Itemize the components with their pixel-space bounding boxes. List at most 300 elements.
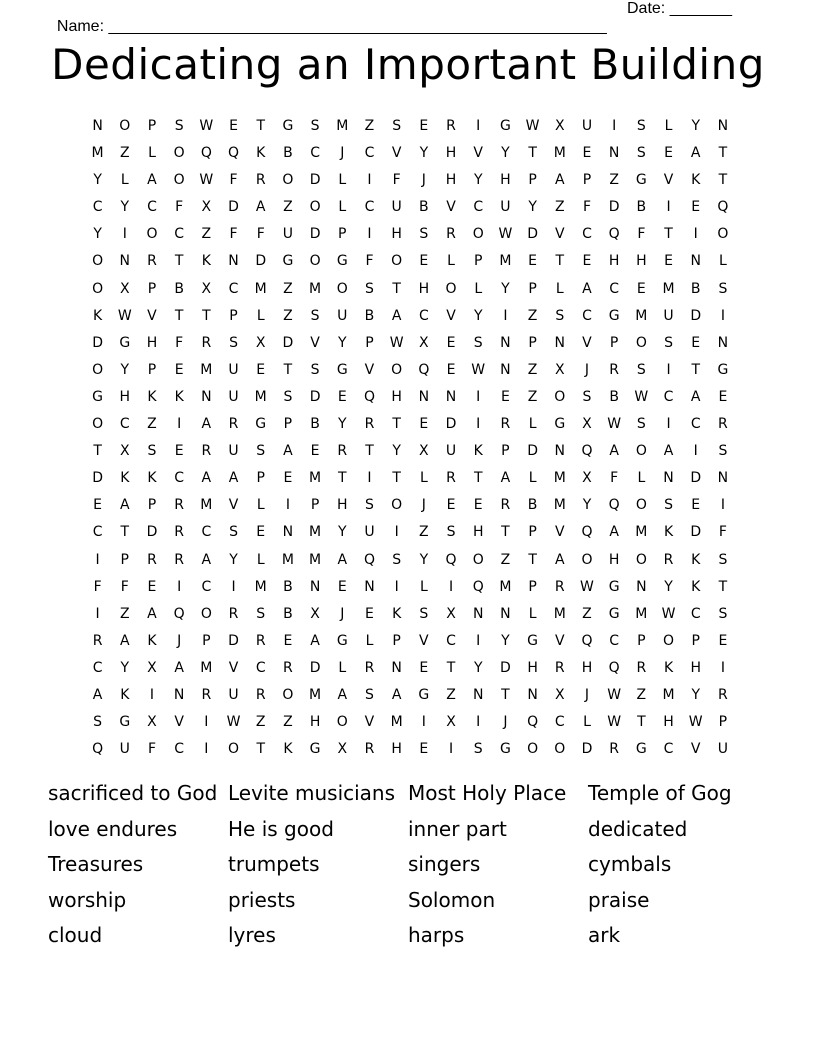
grid-letter: D	[228, 199, 239, 216]
grid-letter: C	[609, 632, 620, 649]
grid-letter: O	[282, 172, 294, 189]
grid-letter: T	[501, 524, 510, 541]
grid-letter: R	[201, 686, 212, 703]
grid-letter: P	[120, 551, 129, 568]
grid-letter: Y	[473, 172, 483, 189]
grid-letter: E	[174, 443, 184, 460]
grid-letter: E	[283, 632, 293, 649]
grid-letter: C	[201, 578, 212, 595]
grid-letter: R	[255, 632, 266, 649]
grid-letter: O	[663, 632, 675, 649]
grid-letter: O	[173, 145, 185, 162]
grid-letter: S	[256, 443, 266, 460]
grid-letter: N	[445, 388, 457, 405]
grid-letter: J	[584, 686, 590, 703]
grid-letter: I	[204, 714, 209, 731]
grid-letter: O	[173, 172, 185, 189]
grid-letter: B	[283, 578, 293, 595]
grid-letter: R	[337, 443, 348, 460]
grid-letter: L	[256, 497, 265, 514]
grid-letter: X	[147, 714, 157, 731]
grid-letter: B	[364, 307, 375, 324]
grid-letter: A	[690, 388, 701, 405]
grid-letter: F	[582, 199, 591, 216]
grid-letter: E	[419, 118, 429, 134]
grid-letter: P	[310, 497, 320, 514]
grid-letter: S	[664, 497, 673, 514]
grid-letter: V	[391, 145, 402, 162]
grid-letter: R	[255, 686, 266, 703]
grid-letter: E	[528, 253, 538, 270]
grid-letter: Q	[363, 551, 375, 568]
grid-letter: S	[636, 118, 646, 134]
grid-letter: G	[635, 741, 647, 758]
grid-letter: U	[228, 686, 239, 703]
word-list-item: priests	[228, 887, 296, 912]
grid-letter: A	[255, 199, 266, 216]
grid-letter: X	[554, 361, 565, 378]
grid-letter: M	[200, 659, 213, 676]
grid-letter: Q	[363, 388, 375, 405]
grid-letter: Y	[338, 334, 347, 351]
grid-letter: I	[503, 307, 508, 324]
grid-letter: E	[229, 118, 238, 134]
grid-letter: S	[582, 388, 592, 405]
grid-letter: F	[610, 470, 619, 487]
grid-letter: X	[446, 714, 456, 731]
grid-letter: T	[718, 172, 728, 189]
grid-letter: G	[336, 361, 348, 378]
grid-letter: O	[554, 388, 566, 405]
grid-letter: M	[309, 524, 322, 541]
grid-letter: K	[691, 551, 701, 568]
grid-letter: G	[418, 686, 430, 703]
grid-letter: P	[473, 253, 483, 270]
grid-letter: S	[718, 280, 728, 297]
word-list-item: cloud	[48, 923, 103, 948]
grid-letter: M	[200, 361, 213, 378]
grid-letter: M	[91, 145, 104, 162]
grid-letter: R	[636, 659, 647, 676]
grid-letter: A	[119, 497, 130, 514]
grid-letter: Q	[581, 524, 593, 541]
grid-letter: R	[500, 416, 511, 433]
grid-letter: X	[201, 280, 212, 297]
grid-letter: G	[608, 307, 620, 324]
grid-letter: W	[688, 714, 703, 731]
grid-letter: H	[337, 497, 348, 514]
grid-letter: N	[228, 253, 239, 270]
grid-letter: E	[365, 605, 374, 622]
grid-letter: X	[147, 659, 157, 676]
grid-letter: I	[149, 686, 155, 703]
grid-letter: W	[226, 714, 241, 731]
grid-letter: X	[119, 280, 130, 297]
grid-letter: T	[93, 443, 102, 460]
grid-letter: B	[174, 280, 184, 297]
grid-letter: R	[554, 659, 565, 676]
grid-letter: P	[147, 118, 157, 134]
grid-letter: Y	[419, 551, 429, 568]
grid-letter: F	[365, 253, 374, 270]
grid-letter: S	[310, 118, 320, 134]
grid-letter: K	[473, 443, 483, 460]
grid-letter: P	[501, 443, 510, 460]
grid-letter: I	[204, 741, 209, 758]
grid-letter: R	[147, 253, 157, 270]
grid-letter: B	[283, 605, 293, 622]
grid-letter: E	[310, 443, 320, 460]
grid-letter: T	[528, 551, 537, 568]
grid-letter: N	[608, 145, 620, 162]
grid-letter: D	[690, 470, 702, 487]
grid-letter: E	[93, 497, 103, 514]
grid-letter: E	[446, 497, 456, 514]
grid-letter: Z	[201, 226, 212, 243]
grid-letter: R	[364, 416, 375, 433]
grid-letter: C	[174, 741, 185, 758]
grid-letter: I	[476, 632, 481, 649]
grid-letter: M	[635, 524, 648, 541]
grid-letter: L	[474, 280, 483, 297]
grid-letter: W	[634, 388, 649, 405]
grid-letter: I	[177, 416, 182, 433]
grid-letter: M	[254, 280, 267, 297]
grid-letter: W	[607, 714, 622, 731]
grid-letter: P	[147, 280, 157, 297]
grid-letter: V	[582, 334, 592, 351]
grid-letter: N	[201, 388, 212, 405]
grid-letter: B	[527, 497, 538, 514]
grid-letter: Y	[501, 632, 510, 649]
grid-letter: E	[691, 334, 701, 351]
grid-letter: S	[392, 551, 402, 568]
grid-letter: Q	[581, 632, 593, 649]
grid-letter: P	[609, 334, 619, 351]
grid-letter: O	[200, 605, 212, 622]
grid-letter: T	[338, 470, 347, 487]
grid-letter: P	[202, 632, 211, 649]
grid-letter: D	[282, 334, 294, 351]
grid-letter: R	[446, 226, 456, 243]
grid-letter: D	[527, 443, 538, 460]
grid-letter: Z	[527, 307, 538, 324]
grid-letter: N	[282, 524, 294, 541]
grid-letter: R	[609, 361, 620, 378]
grid-letter: A	[582, 280, 592, 297]
grid-letter: F	[147, 741, 156, 758]
grid-letter: W	[607, 416, 622, 433]
grid-letter: L	[583, 714, 591, 731]
grid-letter: S	[365, 280, 374, 297]
grid-letter: Q	[608, 497, 620, 514]
grid-letter: M	[635, 605, 648, 622]
grid-letter: N	[717, 334, 729, 351]
grid-letter: Q	[527, 714, 539, 731]
grid-letter: W	[607, 686, 622, 703]
grid-letter: L	[419, 470, 428, 487]
grid-letter: U	[500, 199, 511, 216]
grid-letter: G	[336, 632, 348, 649]
grid-letter: H	[391, 226, 402, 243]
grid-letter: I	[367, 470, 372, 487]
grid-letter: O	[146, 226, 158, 243]
grid-letter: I	[693, 226, 698, 243]
grid-letter: Z	[636, 686, 647, 703]
grid-letter: S	[365, 497, 374, 514]
grid-letter: N	[500, 361, 511, 378]
grid-letter: M	[553, 605, 566, 622]
grid-letter: X	[201, 199, 212, 216]
grid-letter: Y	[120, 659, 130, 676]
grid-letter: I	[476, 714, 481, 731]
word-list-item: lyres	[228, 923, 276, 948]
grid-letter: A	[92, 686, 103, 703]
word-list-item: Most Holy Place	[408, 781, 567, 805]
grid-letter: A	[174, 659, 184, 676]
grid-letter: Y	[419, 145, 429, 162]
grid-letter: A	[337, 551, 348, 568]
grid-letter: Q	[608, 659, 620, 676]
grid-letter: G	[608, 578, 620, 595]
grid-letter: T	[473, 470, 483, 487]
grid-letter: X	[446, 605, 456, 622]
grid-letter: L	[447, 253, 455, 270]
grid-letter: N	[527, 686, 538, 703]
grid-letter: W	[498, 226, 513, 243]
grid-letter: G	[309, 741, 321, 758]
grid-letter: E	[337, 578, 347, 595]
grid-letter: S	[229, 524, 238, 541]
grid-letter: P	[229, 307, 238, 324]
grid-letter: R	[255, 172, 266, 189]
grid-letter: Z	[364, 118, 375, 134]
grid-letter: M	[553, 497, 566, 514]
grid-letter: R	[174, 524, 185, 541]
grid-letter: E	[283, 470, 293, 487]
grid-letter: E	[174, 361, 184, 378]
grid-letter: H	[663, 714, 674, 731]
grid-letter: L	[338, 659, 347, 676]
grid-letter: C	[663, 388, 674, 405]
grid-letter: Z	[527, 388, 538, 405]
grid-letter: U	[445, 443, 457, 460]
grid-letter: R	[201, 334, 212, 351]
grid-letter: Y	[229, 551, 238, 568]
grid-letter: A	[201, 416, 212, 433]
grid-letter: M	[309, 686, 322, 703]
grid-letter: W	[580, 578, 594, 595]
grid-letter: Z	[419, 524, 429, 541]
grid-letter: B	[609, 388, 619, 405]
grid-letter: C	[554, 714, 565, 731]
puzzle-title: Dedicating an Important Building	[51, 40, 765, 89]
grid-letter: Y	[120, 199, 130, 216]
grid-letter: N	[554, 334, 566, 351]
grid-letter: K	[174, 388, 184, 405]
grid-letter: I	[95, 551, 100, 568]
grid-letter: O	[119, 118, 131, 134]
grid-letter: T	[174, 253, 184, 270]
grid-letter: M	[309, 551, 322, 568]
grid-letter: Q	[173, 605, 185, 622]
grid-letter: H	[472, 524, 484, 541]
grid-letter: B	[690, 280, 701, 297]
grid-letter: S	[419, 226, 429, 243]
grid-letter: K	[201, 253, 211, 270]
grid-letter: P	[365, 334, 374, 351]
grid-letter: X	[419, 334, 429, 351]
grid-letter: A	[609, 443, 619, 460]
grid-letter: U	[391, 199, 402, 216]
grid-letter: I	[285, 497, 290, 514]
grid-letter: P	[637, 632, 646, 649]
grid-letter: C	[473, 199, 484, 216]
grid-letter: D	[309, 172, 321, 189]
grid-letter: G	[255, 416, 267, 433]
grid-letter: V	[147, 307, 157, 324]
grid-letter: Q	[608, 226, 620, 243]
grid-letter: D	[92, 470, 103, 487]
grid-letter: U	[119, 741, 130, 758]
grid-letter: O	[717, 226, 729, 243]
grid-letter: L	[637, 470, 646, 487]
grid-letter: K	[392, 605, 402, 622]
grid-letter: S	[419, 605, 429, 622]
grid-letter: Y	[392, 443, 401, 460]
letter-grid	[84, 113, 737, 763]
grid-letter: C	[446, 632, 456, 649]
grid-letter: Z	[283, 714, 293, 731]
grid-letter: J	[340, 145, 345, 162]
grid-letter: P	[528, 578, 537, 595]
grid-letter: C	[690, 416, 701, 433]
grid-letter: N	[690, 253, 701, 270]
grid-letter: P	[256, 470, 265, 487]
grid-letter: D	[608, 199, 620, 216]
grid-letter: A	[119, 632, 130, 649]
grid-letter: Q	[445, 551, 457, 568]
grid-letter: U	[581, 118, 593, 134]
grid-letter: V	[419, 632, 429, 649]
word-list-item: Treasures	[48, 852, 144, 877]
grid-letter: F	[229, 226, 238, 243]
grid-letter: I	[231, 578, 236, 595]
grid-letter: A	[147, 172, 157, 189]
grid-letter: Y	[93, 172, 102, 189]
grid-letter: O	[391, 361, 403, 378]
grid-letter: O	[554, 741, 566, 758]
grid-letter: C	[174, 470, 185, 487]
grid-letter: P	[283, 416, 293, 433]
grid-letter: Y	[473, 659, 483, 676]
grid-letter: K	[147, 388, 157, 405]
grid-letter: U	[337, 307, 348, 324]
grid-letter: M	[553, 145, 566, 162]
grid-letter: F	[718, 524, 727, 541]
grid-letter: O	[92, 416, 104, 433]
grid-letter: H	[146, 334, 158, 351]
grid-letter: I	[177, 578, 182, 595]
grid-letter: C	[92, 524, 103, 541]
grid-letter: T	[392, 470, 401, 487]
grid-letter: H	[309, 714, 321, 731]
grid-letter: D	[690, 524, 702, 541]
grid-letter: O	[391, 253, 403, 270]
grid-letter: I	[448, 578, 454, 595]
grid-letter: N	[554, 443, 566, 460]
grid-letter: H	[636, 253, 647, 270]
grid-letter: N	[92, 118, 103, 134]
grid-letter: G	[336, 253, 348, 270]
grid-letter: A	[500, 470, 511, 487]
grid-letter: M	[309, 470, 322, 487]
grid-letter: E	[419, 741, 429, 758]
grid-letter: S	[365, 686, 374, 703]
grid-letter: S	[555, 307, 565, 324]
grid-letter: O	[92, 280, 104, 297]
grid-letter: T	[664, 226, 673, 243]
grid-letter: Y	[120, 361, 130, 378]
grid-letter: X	[310, 605, 320, 622]
grid-letter: N	[500, 605, 511, 622]
word-list-item: inner part	[408, 816, 507, 841]
grid-letter: A	[690, 145, 701, 162]
grid-letter: O	[336, 714, 348, 731]
grid-letter: T	[718, 578, 728, 595]
grid-letter: X	[582, 416, 592, 433]
grid-letter: F	[229, 172, 238, 189]
grid-letter: C	[310, 145, 320, 162]
grid-letter: K	[691, 578, 701, 595]
grid-letter: A	[147, 605, 157, 622]
grid-letter: C	[609, 280, 620, 297]
grid-letter: H	[581, 659, 593, 676]
grid-letter: L	[120, 172, 129, 189]
grid-letter: Z	[119, 605, 130, 622]
grid-letter: N	[717, 118, 729, 134]
grid-letter: D	[581, 741, 593, 758]
grid-letter: S	[310, 307, 320, 324]
grid-letter: N	[119, 253, 131, 270]
grid-letter: V	[554, 226, 565, 243]
grid-letter: A	[391, 686, 402, 703]
grid-letter: R	[718, 686, 728, 703]
grid-letter: T	[501, 686, 510, 703]
word-list-item: harps	[408, 923, 465, 948]
grid-letter: Z	[119, 145, 130, 162]
grid-letter: R	[663, 551, 674, 568]
grid-letter: M	[309, 280, 322, 297]
grid-letter: U	[364, 524, 375, 541]
grid-letter: O	[445, 280, 457, 297]
grid-letter: I	[367, 172, 372, 189]
grid-letter: O	[391, 497, 403, 514]
grid-letter: S	[256, 605, 266, 622]
grid-letter: A	[554, 172, 565, 189]
grid-letter: S	[310, 361, 320, 378]
grid-letter: W	[117, 307, 132, 324]
grid-letter: M	[499, 253, 512, 270]
grid-letter: S	[473, 334, 483, 351]
grid-letter: L	[338, 172, 347, 189]
grid-letter: Q	[92, 741, 104, 758]
grid-letter: V	[174, 714, 184, 731]
grid-letter: F	[175, 334, 184, 351]
grid-letter: O	[581, 551, 593, 568]
grid-letter: F	[175, 199, 184, 216]
grid-letter: I	[476, 118, 481, 134]
